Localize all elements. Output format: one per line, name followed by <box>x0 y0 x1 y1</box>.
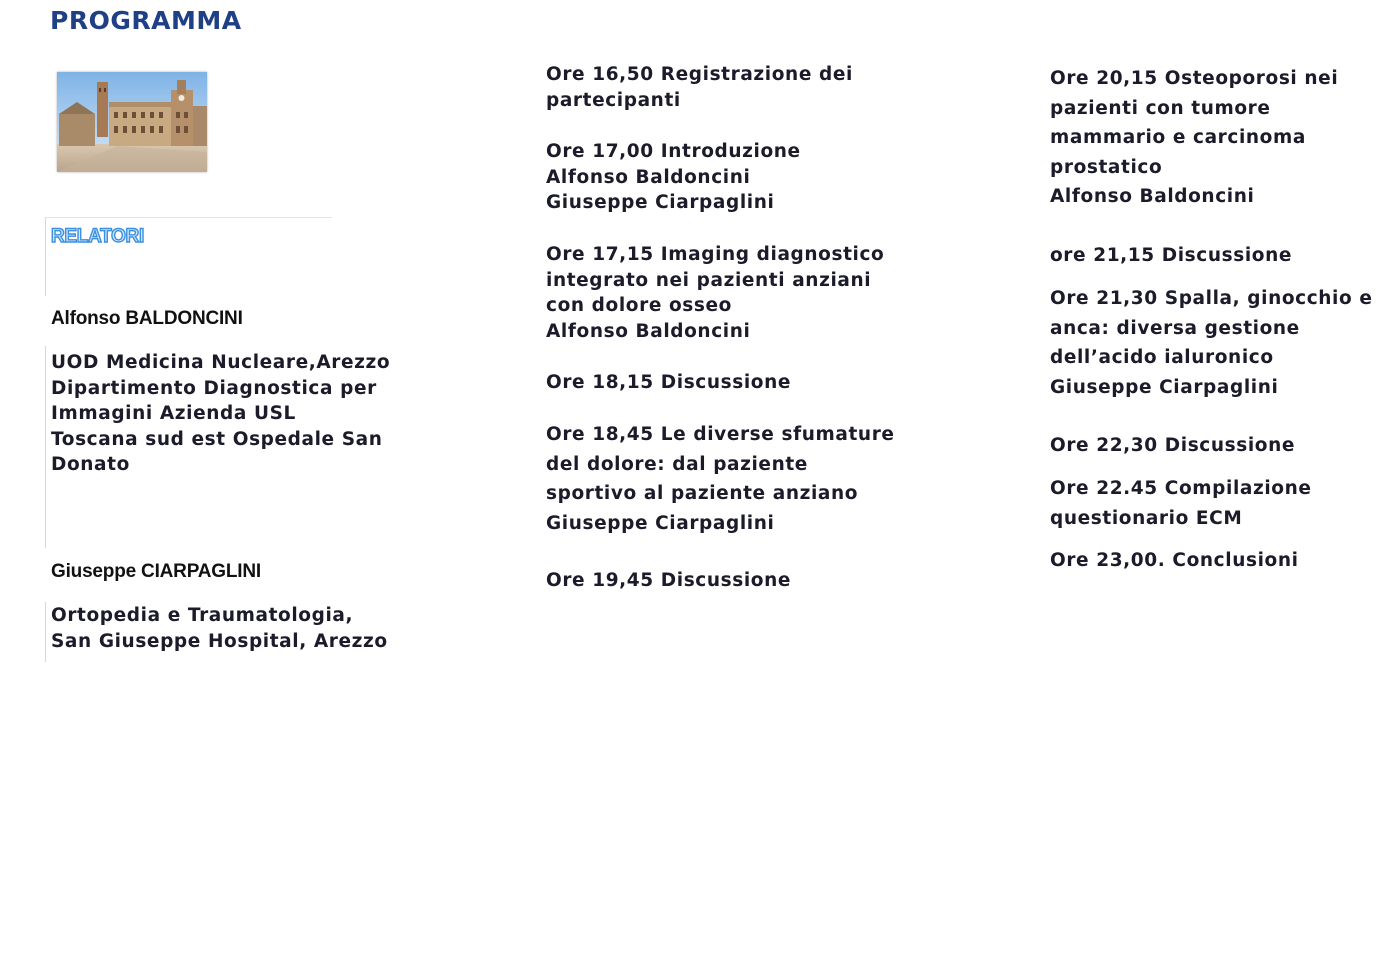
schedule-line: Ore 18,15 Discussione <box>546 372 792 393</box>
arezzo-piazza-photo <box>57 72 207 172</box>
schedule-item-2130 <box>1050 284 1373 402</box>
schedule-item-1650 <box>546 62 853 113</box>
page-title: PROGRAMMA <box>50 6 242 35</box>
schedule-line: Ore 17,00 Introduzione <box>546 141 801 162</box>
schedule-line: pazienti con tumore <box>1050 97 1271 119</box>
speaker-1-affiliation <box>51 350 451 478</box>
schedule-line: Alfonso Baldoncini <box>1050 186 1255 207</box>
schedule-line: Alfonso Baldoncini <box>546 166 751 188</box>
schedule-line: Ore 18,45 Le diverse sfumature <box>546 424 895 445</box>
schedule-line: Ore 16,50 Registrazione dei <box>546 64 853 85</box>
schedule-item-1815 <box>546 370 791 396</box>
schedule-item-1845 <box>546 420 895 538</box>
speaker-2-name: Giuseppe CIARPAGLINI <box>51 561 261 582</box>
schedule-line: Ore 23,00. Conclusioni <box>1050 550 1299 571</box>
schedule-line: partecipanti <box>546 89 681 111</box>
speakers-heading: RELATORI <box>51 226 144 247</box>
affiliation-line: Ortopedia e Traumatologia, <box>51 605 354 626</box>
schedule-line: Ore 22,30 Discussione <box>1050 435 1296 456</box>
schedule-item-1945 <box>546 568 791 594</box>
schedule-line: del dolore: dal paziente <box>546 453 808 475</box>
affiliation-line: Donato <box>51 454 130 476</box>
schedule-line: dell’acido ialuronico <box>1050 347 1274 368</box>
schedule-item-2230 <box>1050 431 1295 461</box>
schedule-line: ore 21,15 Discussione <box>1050 245 1293 266</box>
schedule-item-1715 <box>546 242 884 344</box>
schedule-item-2300 <box>1050 546 1299 576</box>
affiliation-line: UOD Medicina Nucleare,Arezzo <box>51 352 391 373</box>
affiliation-line: Toscana sud est Ospedale San <box>51 428 383 450</box>
schedule-line: integrato nei pazienti anziani <box>546 269 872 291</box>
schedule-line: Giuseppe Ciarpaglini <box>546 192 775 214</box>
schedule-line: Ore 17,15 Imaging diagnostico <box>546 244 885 265</box>
schedule-line: Giuseppe Ciarpaglini <box>546 512 775 534</box>
speaker-1-name: Alfonso BALDONCINI <box>51 308 243 329</box>
schedule-line: Ore 22.45 Compilazione <box>1050 478 1312 499</box>
speaker-2-divider <box>45 602 46 662</box>
schedule-line: Giuseppe Ciarpaglini <box>1050 376 1279 398</box>
schedule-line: anca: diversa gestione <box>1050 317 1300 339</box>
schedule-line: Ore 21,30 Spalla, ginocchio e <box>1050 288 1373 309</box>
affiliation-line: Dipartimento Diagnostica per <box>51 377 377 399</box>
schedule-item-2015 <box>1050 64 1338 212</box>
schedule-line: prostatico <box>1050 156 1163 178</box>
schedule-item-2115 <box>1050 241 1292 271</box>
schedule-line: Ore 20,15 Osteoporosi nei <box>1050 68 1339 89</box>
schedule-line: con dolore osseo <box>546 295 732 317</box>
speaker-1-divider <box>45 346 46 548</box>
affiliation-line: Immagini Azienda USL <box>51 403 296 425</box>
schedule-item-2245 <box>1050 474 1312 533</box>
speaker-2-affiliation <box>51 603 451 654</box>
schedule-line: Ore 19,45 Discussione <box>546 570 792 591</box>
schedule-line: mammario e carcinoma <box>1050 127 1306 148</box>
schedule-line: sportivo al paziente anziano <box>546 483 859 504</box>
affiliation-line: San Giuseppe Hospital, Arezzo <box>51 630 388 652</box>
schedule-item-1700 <box>546 139 801 216</box>
schedule-line: Alfonso Baldoncini <box>546 320 751 342</box>
schedule-line: questionario ECM <box>1050 507 1243 529</box>
